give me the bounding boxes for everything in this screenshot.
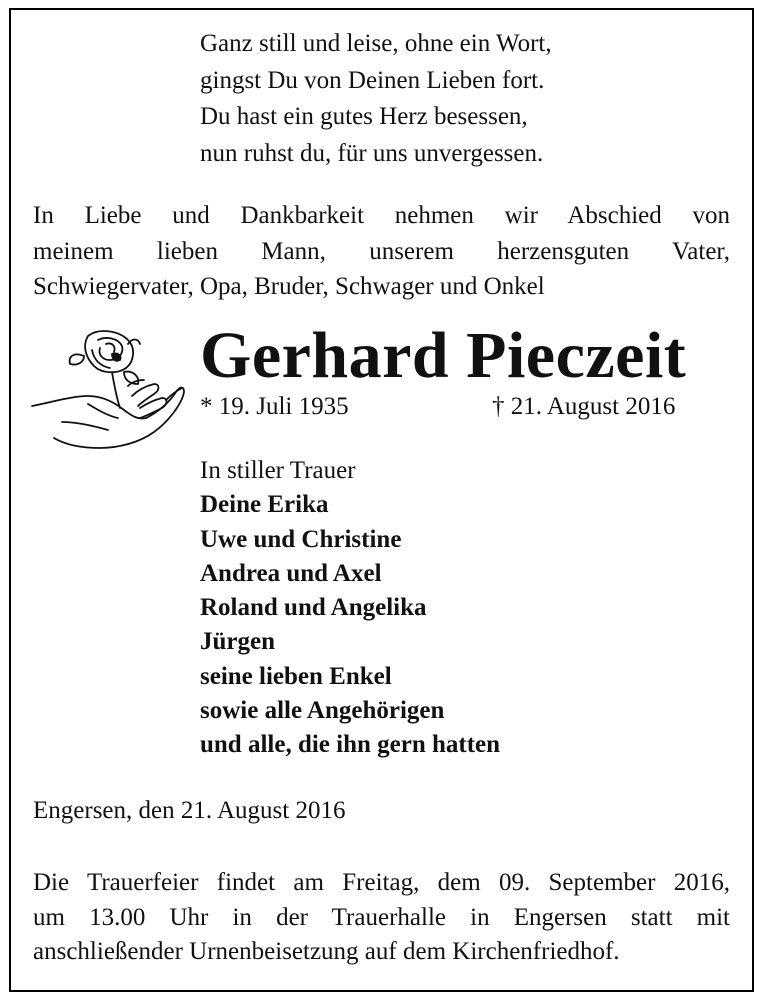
rose-in-hands-icon	[28, 326, 190, 456]
mourners-list	[200, 454, 500, 763]
poem-line: Ganz still und leise, ohne ein Wort,	[200, 30, 552, 57]
service-line: anschließender Urnenbeisetzung auf dem Kirchenfriedhof.	[33, 938, 620, 965]
mourning-lead: In stiller Trauer	[200, 457, 356, 484]
service-line: Die Trauerfeier findet am Freitag, dem 09. September 2016,	[33, 869, 730, 896]
intro-line: meinem lieben Mann, unserem herzensguten Vater,	[33, 237, 730, 265]
mourner-name: Jürgen	[200, 628, 275, 656]
birth-date: * 19. Juli 1935	[200, 393, 349, 420]
mourner-name: Andrea und Axel	[200, 559, 382, 587]
service-paragraph	[33, 866, 730, 970]
mourner-name: Deine Erika	[200, 491, 329, 519]
mourner-name: und alle, die ihn gern hatten	[200, 731, 501, 759]
mourner-name: sowie alle Angehörigen	[200, 697, 445, 725]
intro-line: In Liebe und Dankbarkeit nehmen wir Abschied von	[33, 202, 730, 229]
mourner-name: Roland und Angelika	[200, 594, 427, 622]
service-line: um 13.00 Uhr in der Trauerhalle in Engersen statt mit	[33, 903, 730, 931]
place-date: Engersen, den 21. August 2016	[33, 797, 346, 824]
deceased-name: Gerhard Pieczeit	[200, 319, 687, 392]
poem	[200, 26, 552, 172]
death-date: † 21. August 2016	[492, 393, 676, 420]
poem-line: Du hast ein gutes Herz besessen,	[200, 103, 528, 130]
mourner-name: Uwe und Christine	[200, 525, 402, 553]
poem-line: nun ruhst du, für uns unvergessen.	[200, 139, 544, 167]
poem-line: gingst Du von Deinen Lieben fort.	[200, 66, 545, 94]
intro-paragraph	[33, 198, 730, 305]
mourner-name: seine lieben Enkel	[200, 662, 392, 690]
intro-line: Schwiegervater, Opa, Bruder, Schwager und Onkel	[33, 273, 545, 300]
